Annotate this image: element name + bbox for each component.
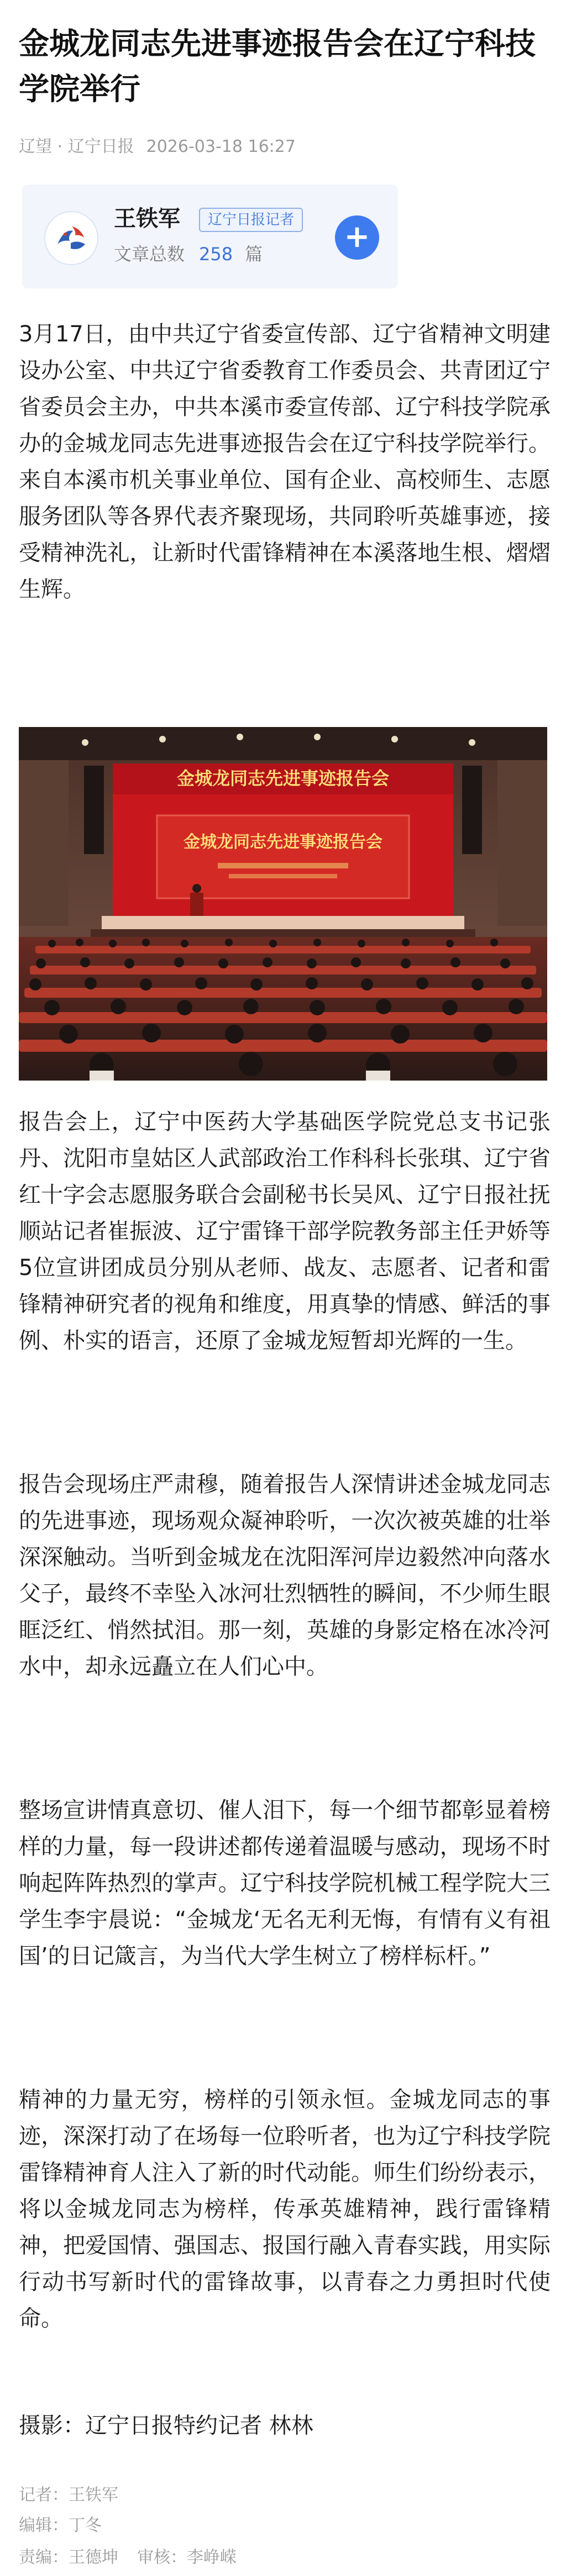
author-card[interactable] [22, 185, 398, 288]
author-role-badge: 辽宁日报记者 [199, 208, 303, 232]
chief-editor-name: 王德坤 [69, 2548, 118, 2567]
chief-review-credit [19, 2547, 516, 2569]
author-avatar[interactable] [44, 211, 98, 265]
article-paragraph: 报告会现场庄严肃穆，随着报告人深情讲述金城龙同志的先进事迹，现场观众凝神聆听，一次次被英雄的壮举深深触动。当听到金城龙在沈阳浑河岸边毅然冲向落水父子，最终不幸坠入冰河壮烈牺牲的瞬间，不少师生眼眶泛红、悄然拭泪。那一刻，英雄的身影定格在冰冷河水中，却永远矗立在人们心中。 [19, 1472, 551, 1679]
event-photo[interactable] [19, 727, 547, 1081]
reporter-name: 王铁军 [69, 2485, 118, 2505]
article-paragraph: 精神的力量无穷，榜样的引领永恒。金城龙同志的事迹，深深打动了在场每一位聆听者，也为辽宁科技学院雷锋精神育人注入了新的时代动能。师生们纷纷表示，将以金城龙同志为榜样，传承英雄精神，践行雷锋精神，把爱国情、强国志、报国行融入青春实践，用实际行动书写新时代的雷锋故事，以青春之力勇担时代使命。 [19, 2087, 551, 2331]
author-name[interactable]: 王铁军 [114, 206, 180, 231]
photo-credit: 摄影：辽宁日报特约记者 林林 [19, 2413, 313, 2438]
article-title: 金城龙同志先进事迹报告会在辽宁科技学院举行 [19, 26, 536, 107]
auditorium-illustration [19, 727, 547, 1081]
article-count-unit: 篇 [245, 244, 263, 265]
reviewer-label: 审核： [137, 2548, 187, 2567]
article-count: 258 [199, 244, 233, 265]
reporter-label: 记者： [19, 2485, 69, 2505]
plus-icon: + [344, 219, 370, 255]
editor-label: 编辑： [19, 2516, 69, 2535]
editor-credit [19, 2515, 516, 2537]
reviewer-name: 李峥嵘 [187, 2548, 237, 2567]
article-paragraph: 报告会上，辽宁中医药大学基础医学院党总支书记张丹、沈阳市皇姑区人武部政治工作科科长张琪、辽宁省红十字会志愿服务联合会副秘书长吴风、辽宁日报社抚顺站记者崔振波、辽宁雷锋干部学院教务部主任尹娇等5位宣讲团成员分别从老师、战友、志愿者、记者和雷锋精神研究者的视角和维度，用真挚的情感、鲜活的事例、朴实的语言，还原了金城龙短暂却光辉的一生。 [19, 1109, 551, 1353]
article-paragraph: 整场宣讲情真意切、催人泪下，每一个细节都彰显着榜样的力量，每一段讲述都传递着温暖与感动，现场不时响起阵阵热烈的掌声。辽宁科技学院机械工程学院大三学生李宇晨说：“金城龙‘无名无利无悔，有情有义有祖国’的日记箴言，为当代大学生树立了榜样标杆。” [19, 1798, 551, 1969]
article-source[interactable]: 辽望 · 辽宁日报 [19, 137, 134, 156]
article-count-label: 文章总数 [114, 244, 185, 265]
reporter-credit [19, 2484, 516, 2506]
chief-editor-label: 责编： [19, 2548, 69, 2567]
brand-logo-icon [45, 212, 97, 264]
stage-banner-text: 金城龙同志先进事迹报告会 [176, 768, 390, 789]
article-paragraph: 3月17日，由中共辽宁省委宣传部、辽宁省精神文明建设办公室、中共辽宁省委教育工作委员会、共青团辽宁省委员会主办，中共本溪市委宣传部、辽宁科技学院承办的金城龙同志先进事迹报告会在辽宁科技学院举行。来自本溪市机关事业单位、国有企业、高校师生、志愿服务团队等各界代表齐聚现场，共同聆听英雄事迹，接受精神洗礼，让新时代雷锋精神在本溪落地生根、熠熠生辉。 [19, 322, 551, 602]
article-meta [19, 136, 296, 158]
screen-title-text: 金城龙同志先进事迹报告会 [184, 833, 382, 852]
author-stats [114, 242, 263, 266]
publish-time: 2026-03-18 16:27 [146, 137, 296, 156]
editor-name: 丁冬 [69, 2516, 102, 2535]
follow-button[interactable] [335, 215, 379, 260]
